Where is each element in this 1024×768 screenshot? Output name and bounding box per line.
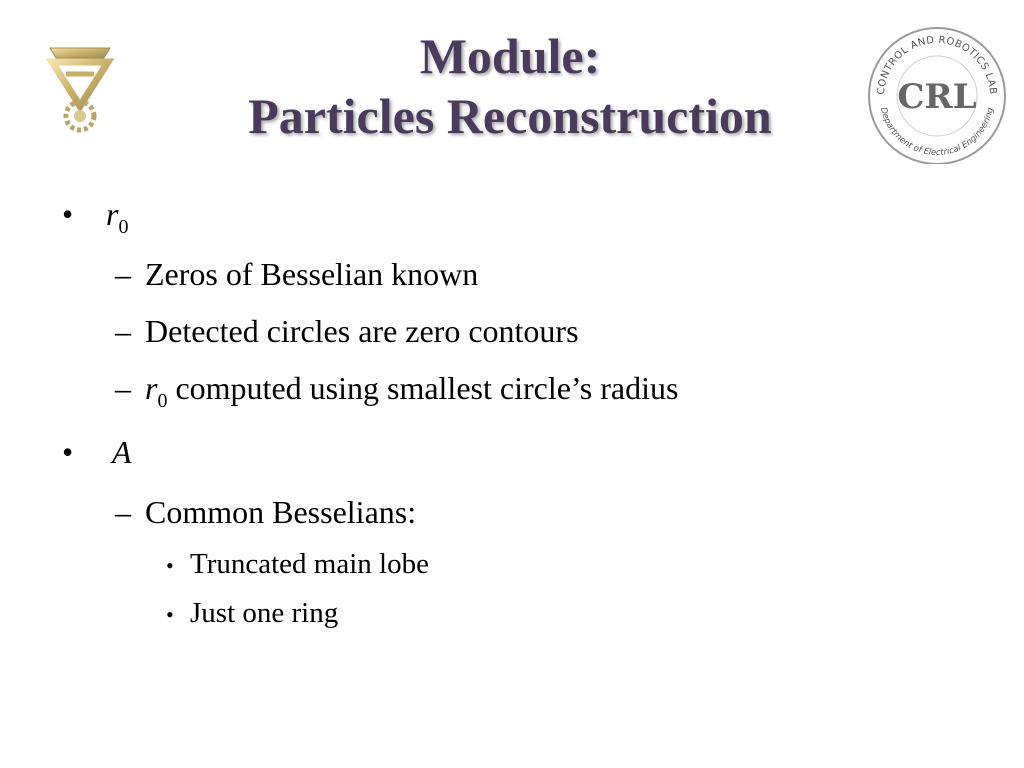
subsubitem-text: Truncated main lobe [190,548,429,580]
title-line-2: Particles Reconstruction [248,88,772,144]
crl-logo [862,24,1012,164]
math-r: r [106,196,119,232]
crl-bottom-text: Department of Electrical Engineering [877,106,997,159]
title-line-1: Module: [419,28,601,84]
bullet-r0 [106,196,129,238]
subitem-text: computed using smallest circle’s radius [175,370,679,406]
bullet-dot: • [62,196,74,232]
subitem-common-besselians [115,494,416,531]
subitem-detected [115,313,579,350]
subitem-text: Zeros of Besselian known [145,256,479,292]
subsubitem-text: Just one ring [190,597,339,629]
subsubitem-one-ring [166,597,338,630]
technion-logo [44,40,116,140]
dash: – [115,370,131,406]
crl-arc-text: CONTROL AND ROBOTICS LAB [875,34,999,96]
subitem-r0-computed [115,370,679,412]
bullet-dot: • [62,434,74,470]
small-bullet: • [166,553,174,578]
dash: – [115,256,131,292]
subitem-zeros [115,256,478,293]
subitem-text: Detected circles are zero contours [145,313,579,349]
crl-center-text: CRL [897,77,977,117]
math-r: r [145,370,158,406]
dash: – [115,313,131,349]
slide-title [150,26,870,146]
subitem-text: Common Besselians: [145,494,417,530]
subscript-0: 0 [157,390,168,412]
subsubitem-truncated [166,548,429,581]
small-bullet: • [166,602,174,627]
dash: – [115,494,131,530]
subscript-0: 0 [118,216,129,238]
math-A: A [112,434,132,470]
bullet-A [112,434,132,471]
